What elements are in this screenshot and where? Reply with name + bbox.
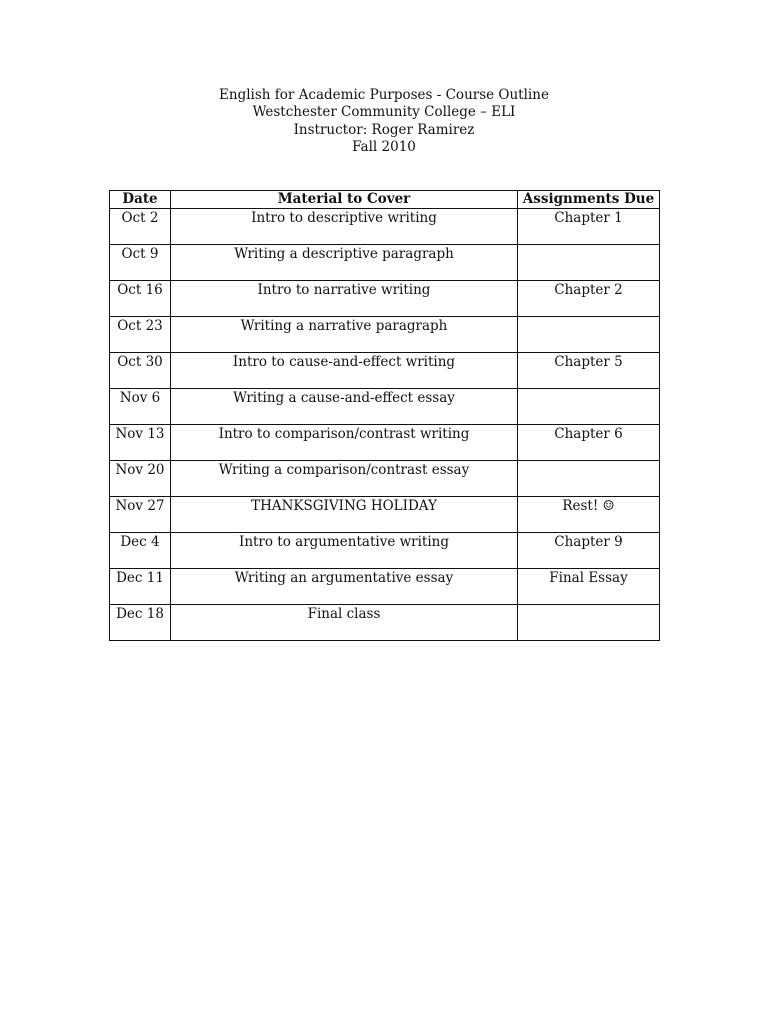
assignment-cell: Chapter 2 <box>518 281 660 317</box>
material-cell: Intro to narrative writing <box>171 281 518 317</box>
table-row <box>110 317 660 353</box>
assignment-cell <box>518 317 660 353</box>
column-header-date: Date <box>110 191 171 209</box>
assignment-cell: Final Essay <box>518 569 660 605</box>
semester: Fall 2010 <box>352 138 416 155</box>
material-cell: Intro to cause-and-effect writing <box>171 353 518 389</box>
assignment-cell: Chapter 5 <box>518 353 660 389</box>
course-schedule-table <box>109 190 660 641</box>
table-row <box>110 389 660 425</box>
material-cell: Final class <box>171 605 518 641</box>
date-cell: Oct 16 <box>110 281 171 317</box>
table-row <box>110 497 660 533</box>
table-row <box>110 209 660 245</box>
assignment-cell: Chapter 9 <box>518 533 660 569</box>
course-header <box>0 87 768 156</box>
table-row <box>110 425 660 461</box>
date-cell: Nov 13 <box>110 425 171 461</box>
material-cell: Writing a cause-and-effect essay <box>171 389 518 425</box>
assignment-cell: Chapter 6 <box>518 425 660 461</box>
material-cell: Intro to descriptive writing <box>171 209 518 245</box>
date-cell: Oct 23 <box>110 317 171 353</box>
date-cell: Dec 4 <box>110 533 171 569</box>
date-cell: Nov 20 <box>110 461 171 497</box>
material-cell: THANKSGIVING HOLIDAY <box>171 497 518 533</box>
table-header-row <box>110 191 660 209</box>
column-header-material: Material to Cover <box>171 191 518 209</box>
date-cell: Oct 9 <box>110 245 171 281</box>
date-cell: Oct 2 <box>110 209 171 245</box>
table-row <box>110 281 660 317</box>
college-name: Westchester Community College – ELI <box>252 104 516 121</box>
assignment-cell: Rest! ☺ <box>518 497 660 533</box>
date-cell: Nov 27 <box>110 497 171 533</box>
table-row <box>110 533 660 569</box>
assignment-cell <box>518 245 660 281</box>
table-row <box>110 245 660 281</box>
material-cell: Writing a narrative paragraph <box>171 317 518 353</box>
material-cell: Writing a descriptive paragraph <box>171 245 518 281</box>
date-cell: Nov 6 <box>110 389 171 425</box>
date-cell: Dec 11 <box>110 569 171 605</box>
material-cell: Writing an argumentative essay <box>171 569 518 605</box>
table-row <box>110 461 660 497</box>
material-cell: Intro to comparison/contrast writing <box>171 425 518 461</box>
date-cell: Oct 30 <box>110 353 171 389</box>
column-header-assignments: Assignments Due <box>518 191 660 209</box>
material-cell: Writing a comparison/contrast essay <box>171 461 518 497</box>
course-title: English for Academic Purposes - Course Outline <box>219 87 549 103</box>
table-row <box>110 353 660 389</box>
instructor-name: Instructor: Roger Ramirez <box>293 121 475 138</box>
material-cell: Intro to argumentative writing <box>171 533 518 569</box>
date-cell: Dec 18 <box>110 605 171 641</box>
assignment-cell <box>518 389 660 425</box>
table-row <box>110 605 660 641</box>
table-row <box>110 569 660 605</box>
assignment-cell: Chapter 1 <box>518 209 660 245</box>
assignment-cell <box>518 605 660 641</box>
assignment-cell <box>518 461 660 497</box>
